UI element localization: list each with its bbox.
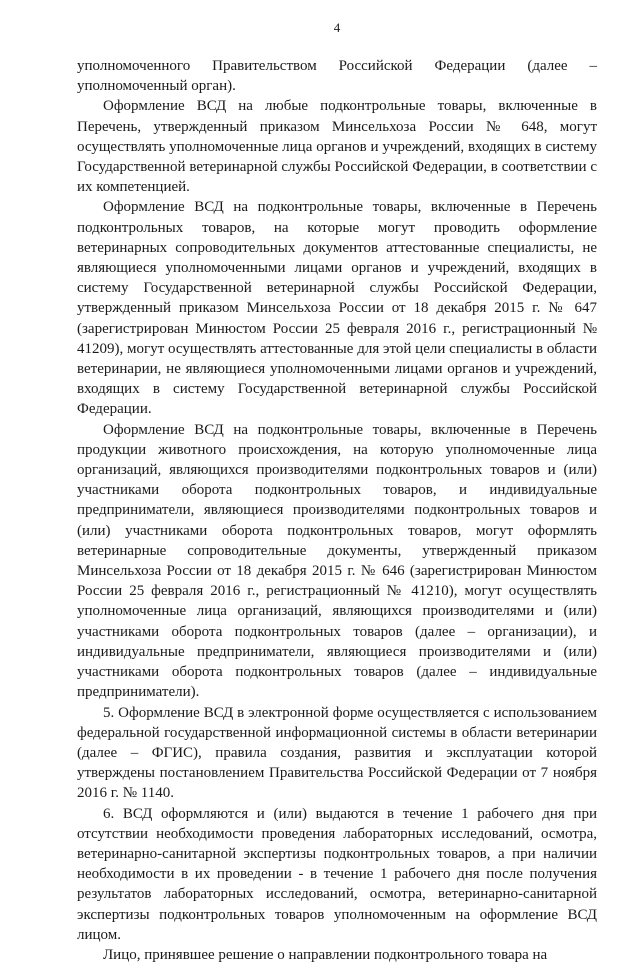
paragraph-vsd-certified-specialists: Оформление ВСД на подконтрольные товары, включенные в Перечень подконтрольных товаров, на которые могут проводить оформление ветеринарных сопроводительных документов аттестованные специалисты, не являющиеся уполномоченными лицами органов и учреждений, входящих в систему Государственной ветеринарной службы Российской Федерации, утвержденный приказом Минсельхоза России от 18 декабря 2015 г. № 647 (зарегистрирован Минюстом России 25 февраля 2016 г., регистрационный № 41209), могут осуществлять аттестованные для этой цели специалисты в области ветеринарии, не являющиеся уполномоченными лицами органов и учреждений, входящих в систему Государственной ветеринарной службы Российской Федерации.: [77, 199, 597, 418]
paragraph-final: Лицо, принявшее решение о направлении подконтрольного товара на: [103, 946, 548, 963]
page-number: 4: [333, 20, 341, 35]
paragraph-item-5: 5. Оформление ВСД в электронной форме осуществляется с использованием федеральной государственной информационной системы в области ветеринарии (далее – ФГИС), правила создания, развития и эксплуатации которой утверждены постановлением Правительства Российской Федерации от 7 ноября 2016 г. № 1140.: [77, 704, 597, 802]
paragraph-continuation: уполномоченного Правительством Российской Федерации (далее – уполномоченный орган).: [77, 58, 597, 95]
document-page: [77, 20, 597, 965]
paragraph-item-6: 6. ВСД оформляются и (или) выдаются в течение 1 рабочего дня при отсутствии необходимости проведения лабораторных исследований, осмотра, ветеринарно-санитарной экспертизы подконтрольных товаров, а при наличии необходимости в их проведении - в течение 1 рабочего дня после получения результатов лабораторных исследований, осмотра, ветеринарно-санитарной экспертизы подконтрольных товаров уполномоченным на оформление ВСД лицом.: [77, 805, 597, 943]
paragraph-vsd-organizations: Оформление ВСД на подконтрольные товары, включенные в Перечень продукции животного происхождения, на которую уполномоченные лица организаций, являющихся производителями подконтрольных товаров и (или) участниками оборота подконтрольных товаров, и индивидуальные предприниматели, являющиеся производителями подконтрольных товаров и (или) участниками оборота подконтрольных товаров, могут оформлять ветеринарные сопроводительные документы, утвержденный приказом Минсельхоза России от 18 декабря 2015 г. № 646 (зарегистрирован Минюстом России 25 февраля 2016 г., регистрационный № 41210), могут осуществлять уполномоченные лица организаций, являющихся производителями и (или) участниками оборота подконтрольных товаров (далее – организации), и индивидуальные предприниматели, являющиеся производителями и (или) участниками оборота подконтрольных товаров (далее – индивидуальные предприниматели).: [77, 421, 597, 701]
document-body: [77, 56, 597, 965]
paragraph-vsd-any-goods: Оформление ВСД на любые подконтрольные товары, включенные в Перечень, утвержденный приказом Минсельхоза России № 648, могут осуществлять уполномоченные лица органов и учреждений, входящих в систему Государственной ветеринарной службы Российской Федерации, в соответствии с их компетенцией.: [77, 98, 597, 196]
